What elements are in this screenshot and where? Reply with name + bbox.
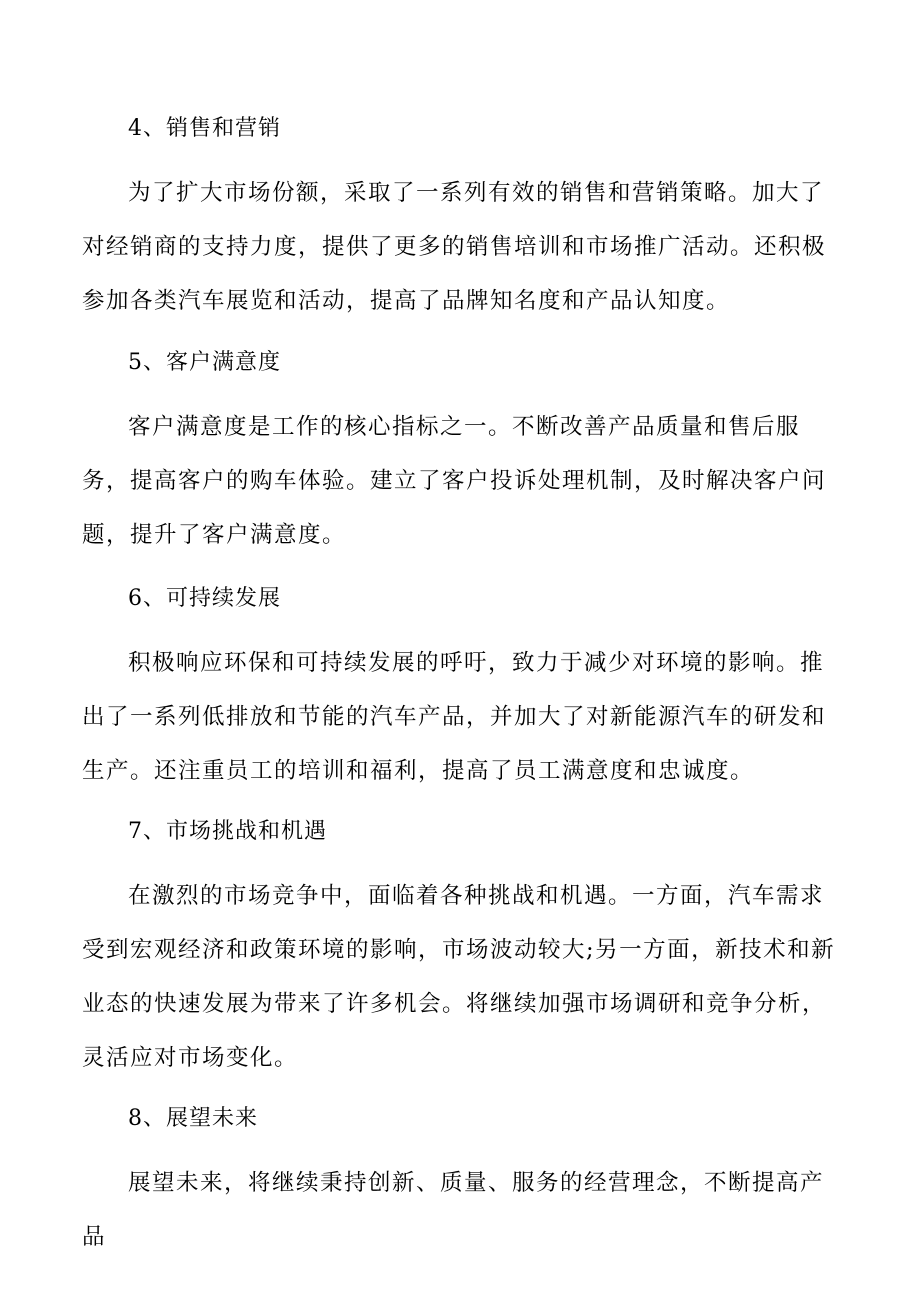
section-heading-market-challenges: 7、市场挑战和机遇 xyxy=(128,819,327,844)
section-body-sales-marketing: 为了扩大市场份额，采取了一系列有效的销售和营销策略。加大了对经销商的支持力度，提供了更多的销售培训和市场推广活动。还积极参加各类汽车展览和活动，提高了品牌知名度和产品认知度。 xyxy=(82,180,827,314)
section-body-sustainability: 积极响应环保和可持续发展的呼吁，致力于减少对环境的影响。推出了一系列低排放和节能的汽车产品，并加大了对新能源汽车的研发和生产。还注重员工的培训和福利，提高了员工满意度和忠诚度。 xyxy=(82,650,827,784)
section-body-customer-satisfaction: 客户满意度是工作的核心指标之一。不断改善产品质量和售后服务，提高客户的购车体验。建立了客户投诉处理机制，及时解决客户问题，提升了客户满意度。 xyxy=(82,414,827,548)
section-heading-sales-marketing: 4、销售和营销 xyxy=(128,116,281,141)
section-heading-outlook: 8、展望未来 xyxy=(128,1106,258,1131)
section-body-market-challenges: 在激烈的市场竞争中，面临着各种挑战和机遇。一方面，汽车需求受到宏观经济和政策环境的影响，市场波动较大;另一方面，新技术和新业态的快速发展为带来了许多机会。将继续加强市场调研和竞争分析，灵活应对市场变化。 xyxy=(82,883,836,1071)
section-heading-customer-satisfaction: 5、客户满意度 xyxy=(128,350,281,375)
section-heading-sustainability: 6、可持续发展 xyxy=(128,586,281,611)
section-body-outlook: 展望未来，将继续秉持创新、质量、服务的经营理念，不断提高产品 xyxy=(82,1170,825,1250)
